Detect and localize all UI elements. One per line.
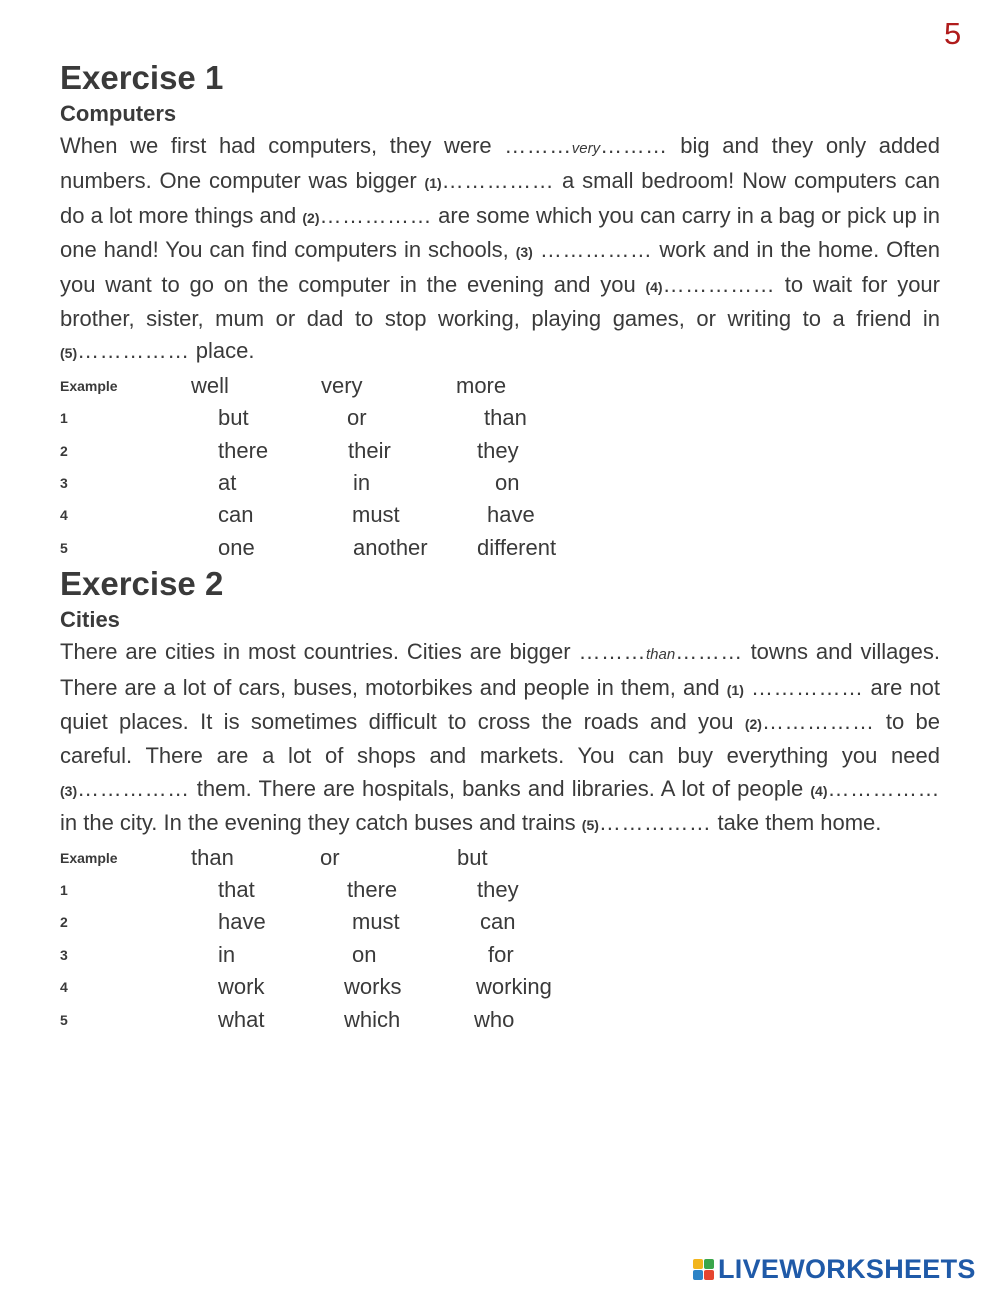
option-word[interactable]: can [218,502,254,528]
logo-mark-tile [704,1259,714,1269]
option-word[interactable]: than [191,844,234,870]
option-word[interactable]: on [495,470,520,496]
passage-text: towns and villages. There are a lot of cars, buses, motorbikes and people in them, and [60,639,940,700]
option-word[interactable]: they [477,877,519,903]
exercise-title: Exercise 2 [60,565,224,603]
gap-blank[interactable]: …………… [827,775,940,801]
option-label: 5 [60,539,68,556]
options-row [60,939,940,971]
option-word[interactable]: which [344,1006,401,1032]
option-label: 1 [60,410,68,427]
option-word[interactable]: must [352,909,400,935]
option-label: Example [60,377,118,394]
option-word[interactable]: very [321,372,363,398]
options-row [60,971,940,1003]
option-word[interactable]: or [320,844,340,870]
option-label: 2 [60,442,68,459]
passage-text: them. There are hospitals, banks and libraries. A lot of people [189,775,811,801]
passage-text: take them home. [711,810,882,836]
option-word[interactable]: there [347,877,398,903]
option-label: 1 [60,882,68,899]
exercise-1 [60,58,940,564]
option-label: 4 [60,507,68,524]
example-answer: than [645,646,676,664]
options-table [60,370,940,564]
gap-blank[interactable]: …………… [77,338,190,364]
passage-text: There are cities in most countries. Cities are bigger [60,639,579,665]
option-word[interactable]: well [191,372,229,398]
worksheet-content [60,58,940,1036]
passage-text: a small bedroom! Now computers can do a lot more things and [60,168,940,228]
passage-text: big and they only added numbers. One computer was bigger [60,133,940,194]
gap-blank[interactable]: …………… [77,775,190,801]
gap-blank[interactable]: …………… [441,168,555,194]
option-word[interactable]: more [456,372,507,398]
gap-number: (3) [515,244,533,261]
gap-blank[interactable]: …………… [539,237,653,263]
logo-mark-tile [693,1259,703,1269]
options-table [60,842,940,1036]
option-label: 5 [60,1011,68,1028]
gap-blank[interactable]: …………… [750,674,864,700]
option-word[interactable]: must [352,502,400,528]
options-row-example [60,842,940,874]
option-word[interactable]: they [477,437,519,463]
gap-number: (5) [60,345,78,362]
options-row [60,467,940,499]
gap-number: (3) [60,782,78,799]
option-word[interactable]: one [218,534,255,560]
logo-mark-tile [693,1270,703,1280]
option-word[interactable]: their [348,437,391,463]
option-word[interactable]: work [218,974,265,1000]
options-row [60,906,940,938]
gap-number: (2) [744,716,762,732]
option-word[interactable]: works [344,974,402,1000]
options-row-example [60,370,940,402]
gap-number: (2) [302,209,320,226]
option-word[interactable]: at [218,470,237,496]
option-label: 3 [60,475,68,492]
passage-text: are some which you can carry in a bag or pick up in one hand! You can find computers in schools, [60,202,940,263]
option-word[interactable]: who [474,1006,515,1032]
option-word[interactable]: can [480,909,516,935]
option-label: 2 [60,914,68,931]
options-row [60,874,940,906]
options-row [60,1004,940,1036]
gap-blank[interactable]: …………… [761,709,875,734]
option-word[interactable]: on [352,941,377,967]
gap-blank[interactable]: …………… [598,810,712,836]
option-word[interactable]: than [484,405,527,431]
option-word[interactable]: there [218,437,269,463]
passage-text: to wait for your brother, sister, mum or dad to stop working, playing games, or writing to a friend in [60,271,940,332]
passage-text: in the city. In the evening they catch buses and trains [60,810,582,836]
logo-mark-tile [704,1270,714,1280]
option-word[interactable]: have [487,502,535,528]
options-row [60,402,940,434]
option-label: 3 [60,946,68,963]
example-blank-dots: ……… [675,639,743,665]
option-word[interactable]: another [353,534,428,560]
options-row [60,499,940,531]
exercise-subtitle: Computers [60,101,177,126]
gap-number: (4) [645,278,663,295]
logo-mark-icon [693,1259,714,1280]
example-blank-dots: ……… [600,133,668,158]
passage-text: to be careful. There are a lot of shops and markets. You can buy everything you need [60,709,941,769]
gap-number: (5) [581,817,599,834]
option-word[interactable]: working [476,974,552,1000]
gap-number: (4) [810,782,828,799]
passage-text: When we first had computers, they were [60,133,505,158]
option-word[interactable]: different [477,534,557,560]
gap-blank[interactable]: …………… [662,271,776,297]
option-word[interactable]: in [353,470,371,496]
page-number: 5 [944,16,962,51]
gap-number: (1) [726,681,744,698]
option-word[interactable]: for [488,941,514,967]
options-row [60,532,940,564]
liveworksheets-logo[interactable] [693,1253,976,1285]
example-blank-dots: ……… [504,133,572,158]
options-row [60,435,940,467]
option-word[interactable]: in [218,941,236,967]
exercise-2 [60,564,940,1036]
example-blank-dots: ……… [578,639,646,665]
gap-blank[interactable]: …………… [319,202,433,228]
option-label: Example [60,849,118,866]
exercise-passage [60,636,940,841]
passage-text: work and in the home. Often you want to go on the computer in the evening and you [60,237,940,297]
passage-text: place. [189,338,255,364]
option-word[interactable]: or [347,405,367,431]
option-word[interactable]: what [218,1006,265,1032]
option-word[interactable]: have [218,909,266,935]
gap-number: (1) [424,175,442,192]
passage-text: are not quiet places. It is sometimes difficult to cross the roads and you [60,674,940,734]
option-word[interactable]: but [218,405,249,431]
exercise-title: Exercise 1 [60,59,224,96]
option-word[interactable]: that [218,877,255,903]
logo-text: LIVEWORKSHEETS [718,1253,976,1284]
option-label: 4 [60,979,68,996]
example-answer: very [571,140,601,157]
exercise-passage [60,130,940,370]
option-word[interactable]: but [457,844,488,870]
exercise-subtitle: Cities [60,607,120,633]
